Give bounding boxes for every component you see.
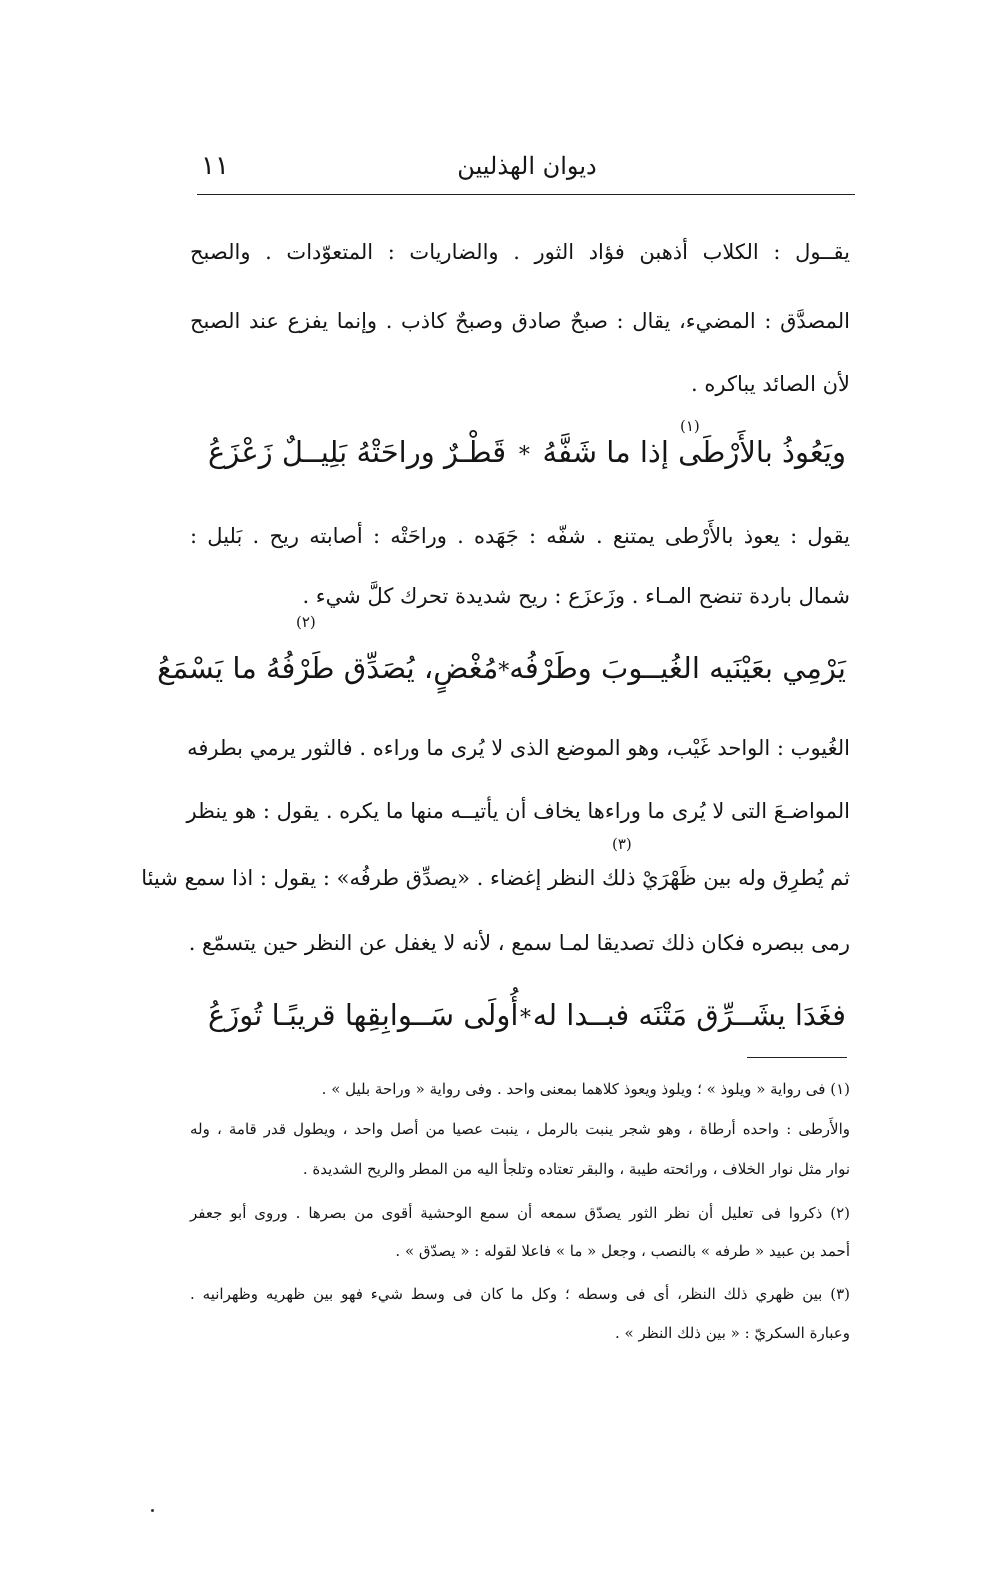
footnote-line: وعبارة السكريّ : « بين ذلك النظر » . bbox=[615, 1324, 850, 1342]
verse-line bbox=[208, 995, 846, 1039]
verse-hemistich-second: مُغْضٍ، يُصَدِّق طَرْفُهُ ما يَسْمَعُ bbox=[157, 651, 499, 685]
verse-separator: * bbox=[520, 1006, 532, 1031]
footnote-line: نوار مثل نوار الخلاف ، ورائحته طيبة ، والبقر تعتاده وتلجأ اليه من المطر والريح الشديدة . bbox=[302, 1160, 850, 1178]
footnote-marker: (٣) bbox=[612, 835, 632, 853]
footnote-line: (٣) بين ظهري ذلك النظر، أى فى وسطه ؛ وكل ما كان فى وسط شيء فهو بين ظهريه وظهرانيه . bbox=[190, 1285, 850, 1303]
footnote-line: أحمد بن عبيد « طرفه » بالنصب ، وجعل « ما » فاعلا لقوله : « يصدّق » . bbox=[395, 1242, 850, 1260]
verse-separator: * bbox=[498, 659, 510, 684]
footnote-marker: (١) bbox=[680, 417, 700, 435]
commentary-line: رمى ببصره فكان ذلك تصديقا لمـا سمع ، لأنه لا يغفل عن النظر حين يتسمّع . bbox=[188, 931, 850, 955]
commentary-line: المواضـعَ التى لا يُرى ما وراءها يخاف أن يأتيــه منها ما يكره . يقول : هو ينظر bbox=[186, 799, 850, 823]
commentary-line: لأن الصائد يباكره . bbox=[691, 372, 850, 396]
commentary-line: يقــول : الكلاب أذهبن فؤاد الثور . والضاريات : المتعوّدات . والصبح bbox=[190, 240, 850, 264]
commentary-line: ثم يُطرِق وله بين ظَهْرَيْ ذلك النظر إغضاء . «يصدِّق طرفُه» : يقول : اذا سمع شيئا bbox=[141, 866, 850, 890]
footnote-marker: (٢) bbox=[296, 613, 316, 631]
verse-hemistich-first: ويَعُوذُ بالأَرْطَى إذا ما شَفَّهُ bbox=[542, 435, 846, 469]
verse-hemistich-first: فغَدَا يشَــرِّق مَتْنَه فبــدا له bbox=[532, 998, 846, 1032]
footnote-line: (٢) ذكروا فى تعليل أن نظر الثور يصدّق سمعه أن سمع الوحشية أقوى من بصرها . وروى أبو جعفر bbox=[190, 1204, 850, 1222]
footnote-line: (١) فى رواية « ويلوذ » ؛ ويلوذ ويعوذ كلاهما بمعنى واحد . وفى رواية « وراحة بليل » . bbox=[321, 1080, 850, 1098]
verse-line bbox=[208, 432, 846, 476]
commentary-line: المصدَّق : المضيء، يقال : صبحٌ صادق وصبحٌ كاذب . وإنما يفزع عند الصبح bbox=[190, 309, 850, 333]
page-number: ١١ bbox=[201, 151, 229, 181]
header-rule bbox=[197, 194, 855, 195]
verse-hemistich-second: أُولَى سَــوابِقِها قريبًـا تُوزَعُ bbox=[208, 998, 519, 1032]
commentary-line: يقول : يعوذ بالأَرْطى يمتنع . شفّه : جَهَده . وراحَتْه : أصابته ريح . بَليل : bbox=[190, 524, 850, 548]
verse-hemistich-first: يَرْمِي بعَيْنَيه الغُيــوبَ وطَرْفُه bbox=[509, 651, 846, 685]
verse-hemistich-second: قَطْـرٌ وراحَتْهُ بَلِيــلٌ زَعْزَعُ bbox=[208, 435, 507, 469]
footnote-rule bbox=[747, 1057, 847, 1058]
running-title: ديوان الهذليين bbox=[457, 152, 597, 180]
verse-separator: * bbox=[518, 443, 530, 468]
ink-speck bbox=[151, 1509, 154, 1512]
footnote-line: والأَرطى : واحده أرطاة ، وهو شجر ينبت بالرمل ، ينبت عصيا من أصل واحد ، ويطول قدر قامة ، وله bbox=[190, 1120, 850, 1138]
running-head bbox=[197, 150, 857, 186]
verse-line bbox=[157, 648, 846, 692]
commentary-line: الغُيوب : الواحد غَيْب، وهو الموضع الذى لا يُرى ما وراءه . فالثور يرمي بطرفه bbox=[187, 736, 850, 760]
commentary-line: شمال باردة تنضح المـاء . وزَعزَع : ريح شديدة تحرك كلَّ شيء . bbox=[302, 584, 850, 608]
